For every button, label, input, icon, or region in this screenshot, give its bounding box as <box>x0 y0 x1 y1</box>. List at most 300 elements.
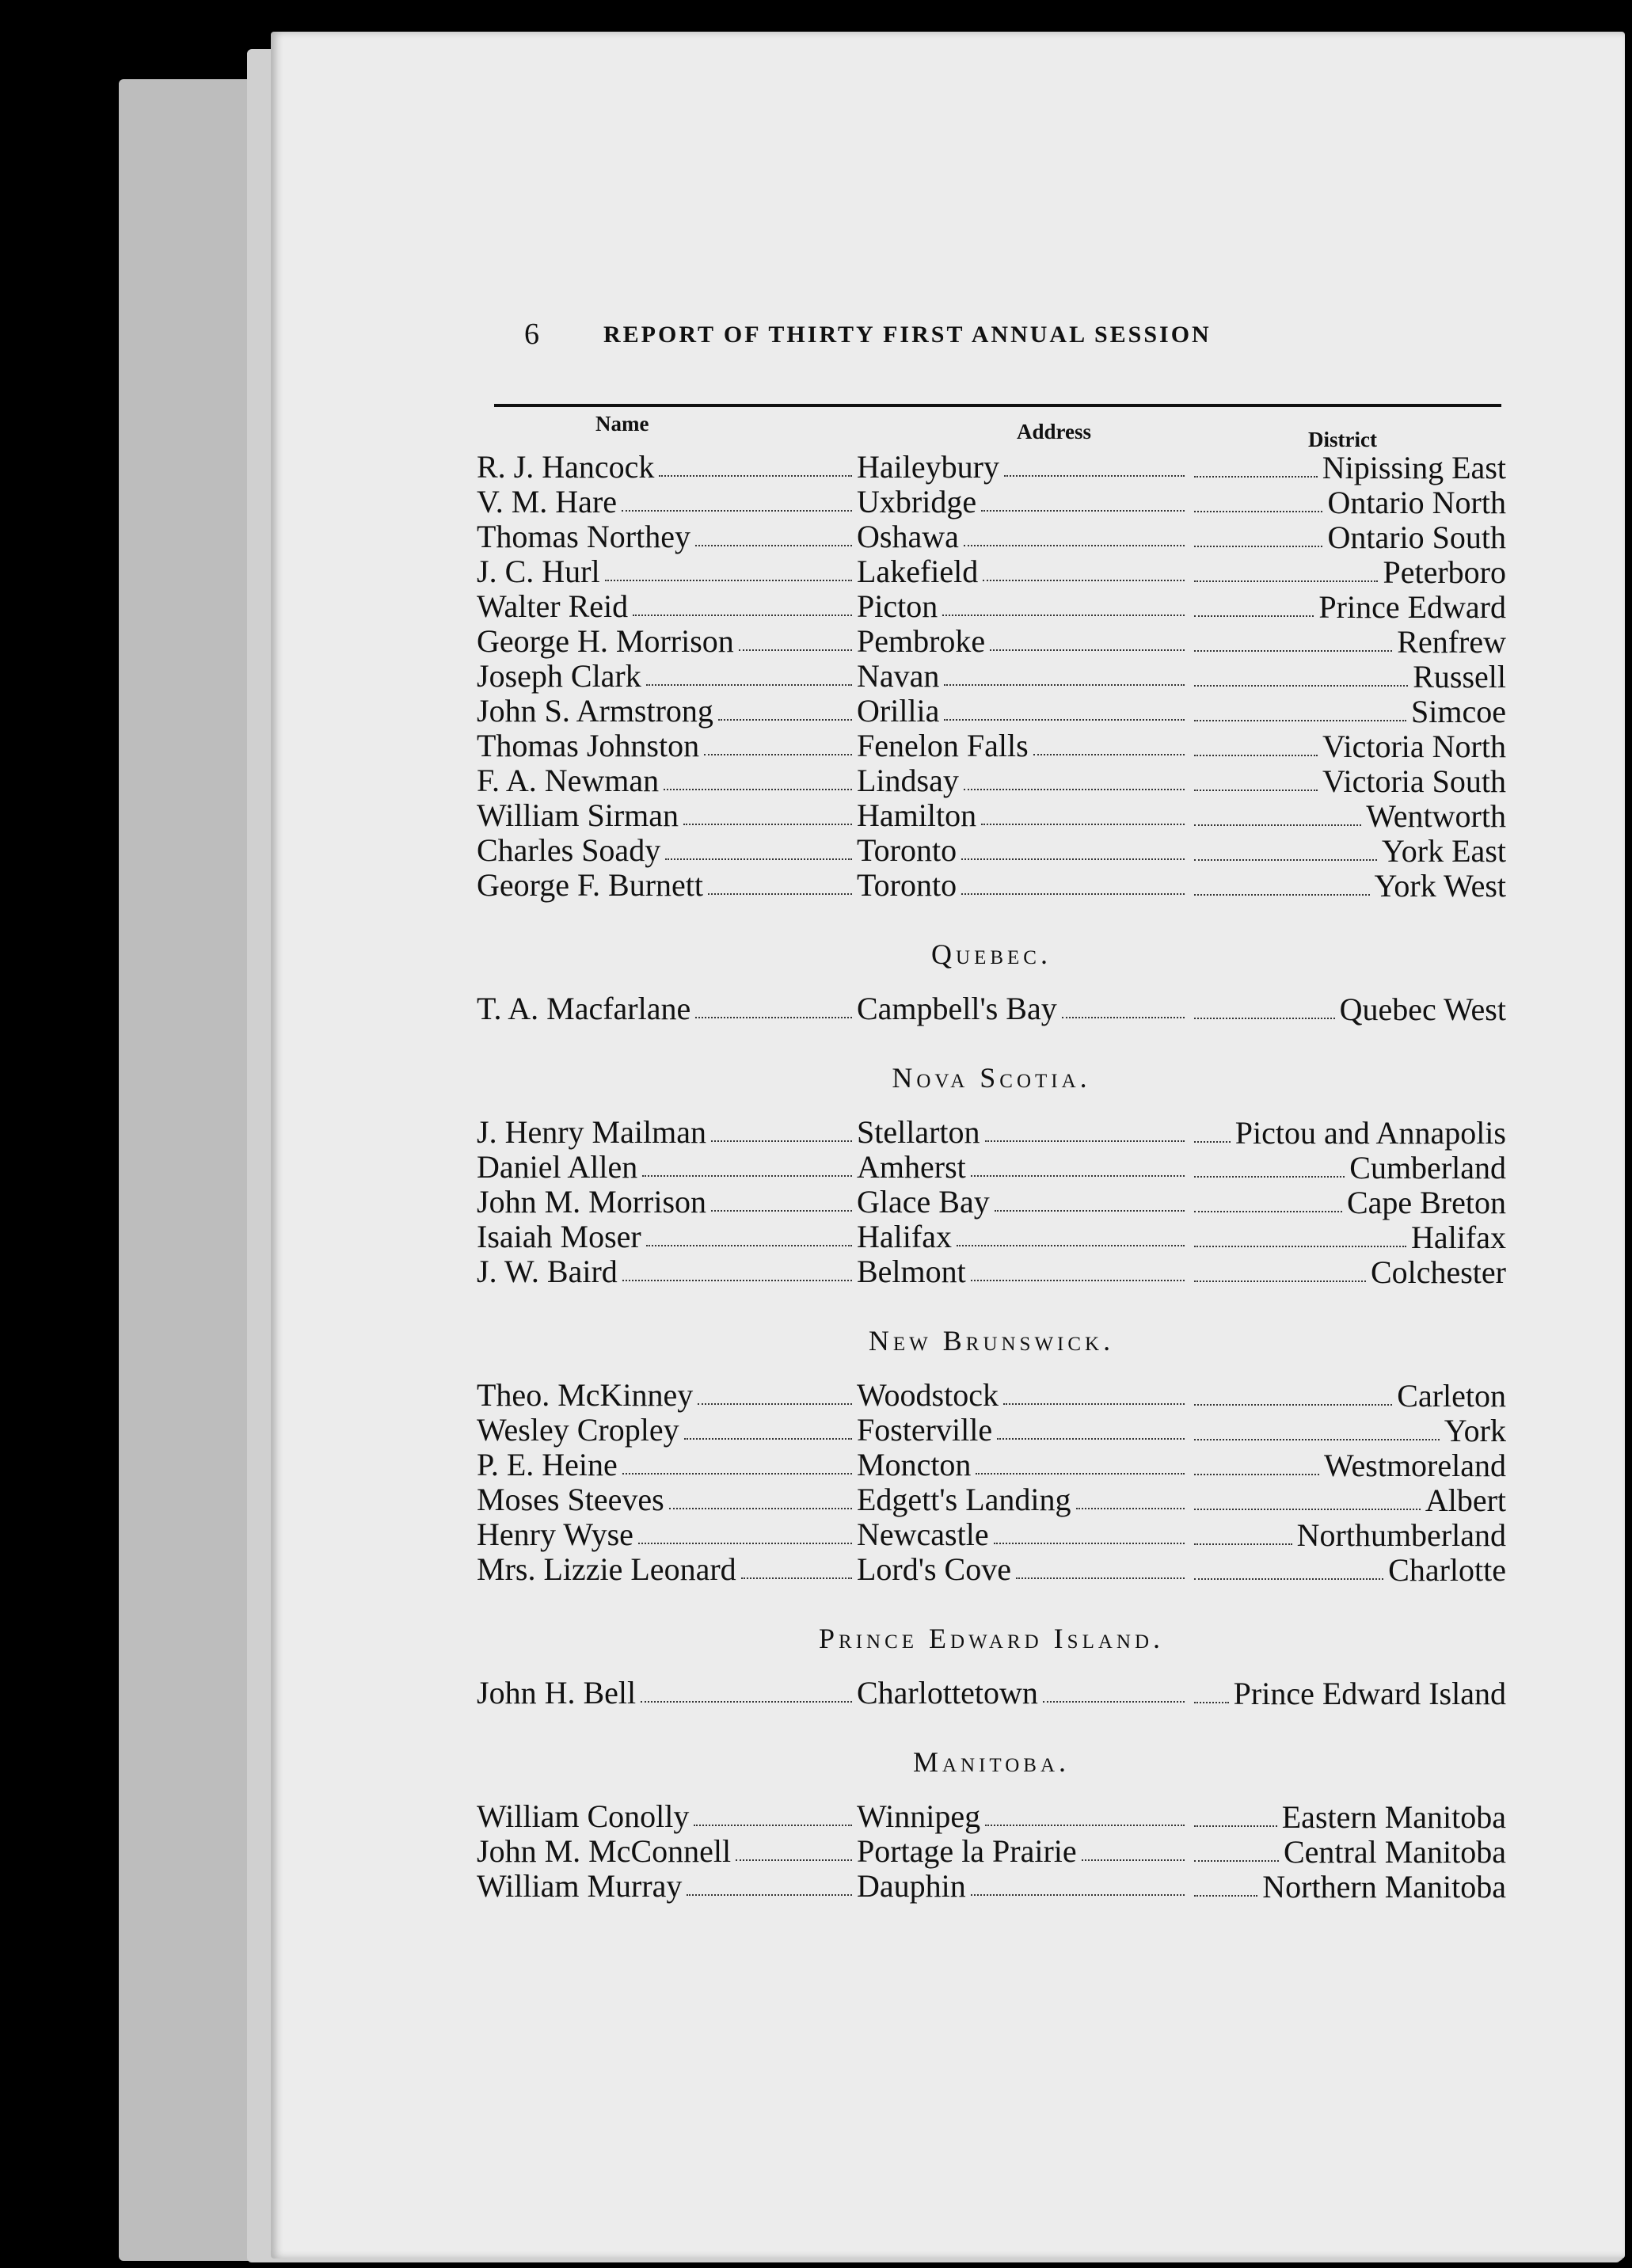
delegate-district: Victoria North <box>1322 729 1506 764</box>
delegate-row <box>477 1869 1506 1904</box>
column-header-district: District <box>1308 428 1377 451</box>
delegate-name: William Sirman <box>477 797 679 833</box>
delegate-address-cell <box>857 519 1189 554</box>
delegate-address: Belmont <box>857 1254 966 1289</box>
dot-leader <box>694 1799 852 1826</box>
delegate-name: Thomas Northey <box>477 519 690 554</box>
delegate-district: York <box>1444 1413 1506 1448</box>
delegate-district: Albert <box>1425 1482 1506 1518</box>
delegate-name-cell <box>477 1413 857 1448</box>
delegate-address-cell <box>857 624 1189 659</box>
section-heading-nova-scotia: Nova Scotia. <box>892 1062 1091 1094</box>
dot-leader <box>961 868 1185 895</box>
delegate-district: Peterboro <box>1383 554 1506 590</box>
dot-leader <box>718 694 852 721</box>
delegate-district: Cumberland <box>1349 1150 1506 1185</box>
delegate-district: Ontario North <box>1327 485 1506 520</box>
dot-leader <box>944 659 1185 686</box>
dot-leader <box>964 763 1185 790</box>
dot-leader <box>1082 1834 1185 1861</box>
delegate-address-cell <box>857 1869 1189 1904</box>
delegate-district-cell <box>1189 729 1506 764</box>
delegate-district-cell <box>1189 1255 1506 1290</box>
delegate-address: Orillia <box>857 693 940 729</box>
delegate-district-cell <box>1189 1676 1506 1711</box>
dot-leader <box>995 1185 1185 1212</box>
delegate-name: R. J. Hancock <box>477 449 655 485</box>
dot-leader <box>971 1150 1185 1177</box>
delegate-district-cell <box>1189 799 1506 834</box>
delegate-name: John S. Armstrong <box>477 693 713 729</box>
column-header-name: Name <box>595 412 649 436</box>
delegate-name-cell <box>477 450 857 485</box>
delegate-name: William Murray <box>477 1868 683 1904</box>
dot-leader <box>669 1482 852 1509</box>
delegate-district: Russell <box>1413 659 1506 694</box>
delegate-district-cell <box>1189 1553 1506 1588</box>
delegate-name: Daniel Allen <box>477 1149 638 1185</box>
delegate-district: Nipissing East <box>1322 450 1506 485</box>
dot-leader <box>664 763 852 790</box>
delegate-name-cell <box>477 1115 857 1150</box>
delegate-row <box>477 1676 1506 1711</box>
dot-leader <box>1194 1185 1342 1212</box>
dot-leader <box>1194 1870 1257 1897</box>
delegate-address-cell <box>857 1676 1189 1711</box>
dot-leader <box>971 1869 1185 1896</box>
dot-leader <box>1194 1483 1421 1510</box>
delegate-district-cell <box>1189 1800 1506 1835</box>
dot-leader <box>683 798 852 825</box>
dot-leader <box>1194 1220 1406 1247</box>
delegate-address: Oshawa <box>857 519 959 554</box>
dot-leader <box>964 519 1185 546</box>
delegate-address-cell <box>857 729 1189 763</box>
delegate-row <box>477 1115 1506 1150</box>
delegate-district: Carleton <box>1397 1378 1506 1414</box>
delegate-address-cell <box>857 1378 1189 1413</box>
delegate-name-cell <box>477 1552 857 1587</box>
delegate-name-cell <box>477 1254 857 1289</box>
dot-leader <box>1194 520 1322 547</box>
delegate-row <box>477 659 1506 694</box>
delegate-district-cell <box>1189 694 1506 729</box>
delegate-district: Prince Edward Island <box>1233 1676 1506 1711</box>
delegate-name: J. W. Baird <box>477 1254 618 1289</box>
delegate-address: Dauphin <box>857 1868 966 1904</box>
delegate-address-cell <box>857 589 1189 624</box>
delegate-district-cell <box>1189 590 1506 625</box>
dot-leader <box>684 1413 852 1440</box>
section-heading-quebec: Quebec. <box>931 938 1052 970</box>
dot-leader <box>1194 694 1406 721</box>
delegate-address: Moncton <box>857 1447 972 1482</box>
dot-leader <box>1194 799 1361 826</box>
dot-leader <box>983 554 1185 581</box>
delegate-name-cell <box>477 659 857 694</box>
delegate-name: J. Henry Mailman <box>477 1114 706 1150</box>
delegate-district-cell <box>1189 1518 1506 1553</box>
delegate-address: Haileybury <box>857 449 999 485</box>
delegate-district: Northern Manitoba <box>1262 1869 1506 1905</box>
delegate-address-cell <box>857 450 1189 485</box>
delegate-district-cell <box>1189 625 1506 660</box>
delegate-district: Victoria South <box>1322 763 1506 799</box>
dot-leader <box>985 1799 1185 1826</box>
delegate-row <box>477 554 1506 589</box>
delegate-row <box>477 450 1506 485</box>
delegate-name: Walter Reid <box>477 588 629 624</box>
delegate-district: Colchester <box>1370 1254 1506 1290</box>
dot-leader <box>1194 1116 1231 1143</box>
dot-leader <box>942 589 1185 616</box>
dot-leader <box>633 589 852 616</box>
delegate-row <box>477 1517 1506 1552</box>
dot-leader <box>1194 1800 1277 1827</box>
delegate-district-cell <box>1189 1483 1506 1518</box>
dot-leader <box>1194 625 1392 652</box>
dot-leader <box>1033 729 1185 755</box>
delegate-name-cell <box>477 1448 857 1482</box>
delegate-district-cell <box>1189 1870 1506 1905</box>
delegate-address-cell <box>857 1552 1189 1587</box>
delegate-name-cell <box>477 554 857 589</box>
delegate-district-cell <box>1189 1448 1506 1483</box>
dot-leader <box>1194 1379 1392 1406</box>
delegate-address: Navan <box>857 658 940 694</box>
delegate-row <box>477 1552 1506 1587</box>
delegate-row <box>477 991 1506 1026</box>
delegate-district-cell <box>1189 1185 1506 1220</box>
delegate-address: Woodstock <box>857 1377 999 1413</box>
delegate-district-cell <box>1189 992 1506 1027</box>
delegate-district-cell <box>1189 1116 1506 1151</box>
delegate-name-cell <box>477 763 857 798</box>
delegate-address-cell <box>857 991 1189 1026</box>
delegate-district-cell <box>1189 451 1506 485</box>
delegate-row <box>477 729 1506 763</box>
dot-leader <box>1194 590 1314 617</box>
delegate-name-cell <box>477 991 857 1026</box>
delegate-address: Hamilton <box>857 797 977 833</box>
delegate-row <box>477 1220 1506 1254</box>
dot-leader <box>711 1115 852 1142</box>
delegate-name-cell <box>477 1150 857 1185</box>
delegate-name: Henry Wyse <box>477 1516 633 1552</box>
dot-leader <box>1194 1553 1383 1580</box>
nova-scotia-section <box>477 1061 1506 1289</box>
delegate-row <box>477 485 1506 519</box>
dot-leader <box>1194 660 1408 687</box>
delegate-address-cell <box>857 1834 1189 1869</box>
delegate-address: Charlottetown <box>857 1675 1038 1711</box>
dot-leader <box>1003 1378 1185 1405</box>
delegate-district-cell <box>1189 520 1506 555</box>
delegate-name-cell <box>477 519 857 554</box>
delegate-name: V. M. Hare <box>477 484 618 519</box>
delegate-district: Quebec West <box>1339 991 1506 1027</box>
delegate-name: William Conolly <box>477 1798 690 1834</box>
delegate-address-cell <box>857 868 1189 903</box>
delegate-name-cell <box>477 1482 857 1517</box>
dot-leader <box>741 1552 852 1579</box>
delegate-address: Glace Bay <box>857 1184 990 1220</box>
manitoba-section <box>477 1745 1506 1904</box>
dot-leader <box>1194 869 1370 896</box>
delegate-name-cell <box>477 1834 857 1869</box>
delegate-address-cell <box>857 1185 1189 1220</box>
delegate-district-cell <box>1189 834 1506 869</box>
delegate-row <box>477 1834 1506 1869</box>
delegate-name-cell <box>477 485 857 519</box>
dot-leader <box>957 1220 1185 1246</box>
section-heading-new-brunswick: New Brunswick. <box>868 1325 1115 1357</box>
dot-leader <box>646 1220 852 1246</box>
delegate-name: Joseph Clark <box>477 658 641 694</box>
dot-leader <box>1016 1552 1185 1579</box>
delegate-address-cell <box>857 554 1189 589</box>
section-heading-manitoba: Manitoba. <box>912 1746 1071 1778</box>
delegate-district-cell <box>1189 1379 1506 1414</box>
delegate-address: Uxbridge <box>857 484 977 519</box>
delegate-address: Lord's Cove <box>857 1551 1011 1587</box>
delegate-district-cell <box>1189 869 1506 904</box>
delegate-district: Halifax <box>1411 1220 1506 1255</box>
dot-leader <box>711 1185 852 1212</box>
delegate-address: Toronto <box>857 832 957 868</box>
delegate-district: Central Manitoba <box>1283 1834 1506 1870</box>
delegate-row <box>477 519 1506 554</box>
delegate-name-cell <box>477 729 857 763</box>
delegate-name-cell <box>477 1517 857 1552</box>
delegate-name: John M. Morrison <box>477 1184 707 1220</box>
dot-leader <box>695 519 852 546</box>
dot-leader <box>1194 764 1318 791</box>
delegate-district-cell <box>1189 1220 1506 1255</box>
delegate-name: P. E. Heine <box>477 1447 618 1482</box>
dot-leader <box>1194 1676 1229 1703</box>
delegate-address-cell <box>857 1220 1189 1254</box>
dot-leader <box>971 1254 1185 1281</box>
delegate-name: Wesley Cropley <box>477 1412 679 1448</box>
delegate-name: John H. Bell <box>477 1675 637 1711</box>
dot-leader <box>698 1378 852 1405</box>
dot-leader <box>1062 991 1185 1018</box>
delegate-row <box>477 1448 1506 1482</box>
new-brunswick-section <box>477 1324 1506 1587</box>
column-header-address: Address <box>1017 420 1092 443</box>
delegate-name-cell <box>477 1378 857 1413</box>
delegate-row <box>477 798 1506 833</box>
dot-leader <box>1194 1518 1292 1545</box>
page-number: 6 <box>524 318 539 351</box>
delegate-row <box>477 763 1506 798</box>
dot-leader <box>605 554 852 581</box>
delegate-name: George H. Morrison <box>477 623 734 659</box>
dot-leader <box>985 1115 1185 1142</box>
dot-leader <box>1194 1448 1319 1475</box>
delegate-name-cell <box>477 1869 857 1904</box>
delegate-row <box>477 833 1506 868</box>
delegate-address: Lakefield <box>857 554 979 589</box>
delegate-name: F. A. Newman <box>477 763 660 798</box>
delegate-name-cell <box>477 1799 857 1834</box>
delegate-district-cell <box>1189 1414 1506 1448</box>
delegate-address: Winnipeg <box>857 1798 981 1834</box>
delegate-address: Pembroke <box>857 623 986 659</box>
delegate-name-cell <box>477 833 857 868</box>
delegate-name-cell <box>477 589 857 624</box>
delegate-address-cell <box>857 763 1189 798</box>
dot-leader <box>1194 992 1335 1019</box>
delegate-address-cell <box>857 1115 1189 1150</box>
delegate-name: John M. McConnell <box>477 1833 732 1869</box>
delegate-district-cell <box>1189 1835 1506 1870</box>
delegate-address: Toronto <box>857 867 957 903</box>
delegate-row <box>477 589 1506 624</box>
dot-leader <box>944 694 1185 721</box>
delegate-list <box>477 450 1506 1904</box>
delegate-address-cell <box>857 798 1189 833</box>
dot-leader <box>1194 729 1318 756</box>
delegate-address-cell <box>857 659 1189 694</box>
dot-leader <box>1194 1151 1345 1178</box>
dot-leader <box>1194 834 1377 861</box>
delegate-row <box>477 1378 1506 1413</box>
delegate-address: Fenelon Falls <box>857 728 1029 763</box>
delegate-district: Wentworth <box>1366 798 1506 834</box>
dot-leader <box>642 1150 852 1177</box>
dot-leader <box>1043 1676 1185 1703</box>
dot-leader <box>704 729 852 755</box>
delegate-name-cell <box>477 1676 857 1711</box>
dot-leader <box>1194 1414 1440 1440</box>
dot-leader <box>994 1517 1185 1544</box>
delegate-address: Picton <box>857 588 938 624</box>
dot-leader <box>981 798 1185 825</box>
delegate-row <box>477 694 1506 729</box>
delegate-address-cell <box>857 833 1189 868</box>
delegate-address-cell <box>857 1254 1189 1289</box>
delegate-district: Ontario South <box>1327 519 1506 555</box>
ontario-section <box>477 450 1506 903</box>
delegate-district: Renfrew <box>1397 624 1506 660</box>
delegate-name: Isaiah Moser <box>477 1219 641 1254</box>
delegate-address-cell <box>857 1150 1189 1185</box>
delegate-address: Portage la Prairie <box>857 1833 1077 1869</box>
dot-leader <box>997 1413 1185 1440</box>
delegate-row <box>477 1254 1506 1289</box>
delegate-row <box>477 1150 1506 1185</box>
dot-leader <box>961 833 1185 860</box>
header-rule <box>494 404 1501 407</box>
delegate-address-cell <box>857 1448 1189 1482</box>
delegate-district-cell <box>1189 485 1506 520</box>
delegate-address: Edgett's Landing <box>857 1482 1071 1517</box>
dot-leader <box>687 1869 852 1896</box>
dot-leader <box>1076 1482 1185 1509</box>
page-header <box>524 317 1538 364</box>
delegate-district: Simcoe <box>1411 694 1506 729</box>
delegate-name-cell <box>477 798 857 833</box>
delegate-name-cell <box>477 1220 857 1254</box>
delegate-name: Thomas Johnston <box>477 728 700 763</box>
delegate-address-cell <box>857 1517 1189 1552</box>
delegate-address-cell <box>857 485 1189 519</box>
delegate-name: Mrs. Lizzie Leonard <box>477 1551 736 1587</box>
delegate-district-cell <box>1189 1151 1506 1185</box>
dot-leader <box>622 485 852 512</box>
delegate-address: Halifax <box>857 1219 952 1254</box>
delegate-district: Westmoreland <box>1323 1448 1506 1483</box>
dot-leader <box>990 624 1185 651</box>
delegate-name: J. C. Hurl <box>477 554 600 589</box>
delegate-address: Amherst <box>857 1149 966 1185</box>
delegate-row <box>477 1413 1506 1448</box>
dot-leader <box>1194 1255 1366 1282</box>
delegate-row <box>477 868 1506 903</box>
delegate-district: Cape Breton <box>1346 1185 1506 1220</box>
dot-leader <box>659 450 852 477</box>
dot-leader <box>1194 451 1318 478</box>
quebec-section <box>477 938 1506 1026</box>
delegate-address: Stellarton <box>857 1114 980 1150</box>
delegate-name-cell <box>477 1185 857 1220</box>
dot-leader <box>1004 450 1185 477</box>
delegate-name-cell <box>477 868 857 903</box>
dot-leader <box>981 485 1185 512</box>
delegate-district-cell <box>1189 660 1506 694</box>
delegate-address: Campbell's Bay <box>857 991 1057 1026</box>
document-page <box>271 32 1625 2258</box>
delegate-district: Charlotte <box>1388 1552 1506 1588</box>
delegate-district: Prince Edward <box>1318 589 1506 625</box>
delegate-address: Newcastle <box>857 1516 989 1552</box>
dot-leader <box>638 1517 852 1544</box>
delegate-name: Moses Steeves <box>477 1482 664 1517</box>
dot-leader <box>622 1254 852 1281</box>
dot-leader <box>1194 485 1322 512</box>
delegate-address: Lindsay <box>857 763 959 798</box>
delegate-name: T. A. Macfarlane <box>477 991 691 1026</box>
delegate-district: Pictou and Annapolis <box>1234 1115 1506 1151</box>
delegate-address-cell <box>857 1799 1189 1834</box>
dot-leader <box>665 833 852 860</box>
dot-leader <box>1194 1835 1279 1862</box>
delegate-address-cell <box>857 1482 1189 1517</box>
delegate-district-cell <box>1189 555 1506 590</box>
delegate-name: George F. Burnett <box>477 867 704 903</box>
delegate-name: Theo. McKinney <box>477 1377 694 1413</box>
section-heading-pei: Prince Edward Island. <box>819 1623 1164 1654</box>
delegate-district: York West <box>1374 868 1506 904</box>
dot-leader <box>708 868 852 895</box>
pei-section <box>477 1622 1506 1711</box>
delegate-address-cell <box>857 1413 1189 1448</box>
dot-leader <box>736 1834 852 1861</box>
delegate-name-cell <box>477 624 857 659</box>
delegate-row <box>477 1482 1506 1517</box>
delegate-name: Charles Soady <box>477 832 661 868</box>
dot-leader <box>739 624 852 651</box>
delegate-district-cell <box>1189 764 1506 799</box>
dot-leader <box>641 1676 852 1703</box>
running-title: REPORT OF THIRTY FIRST ANNUAL SESSION <box>603 322 1212 348</box>
dot-leader <box>1194 555 1378 582</box>
delegate-name-cell <box>477 694 857 729</box>
delegate-district: Northumberland <box>1296 1517 1506 1553</box>
dot-leader <box>622 1448 852 1475</box>
